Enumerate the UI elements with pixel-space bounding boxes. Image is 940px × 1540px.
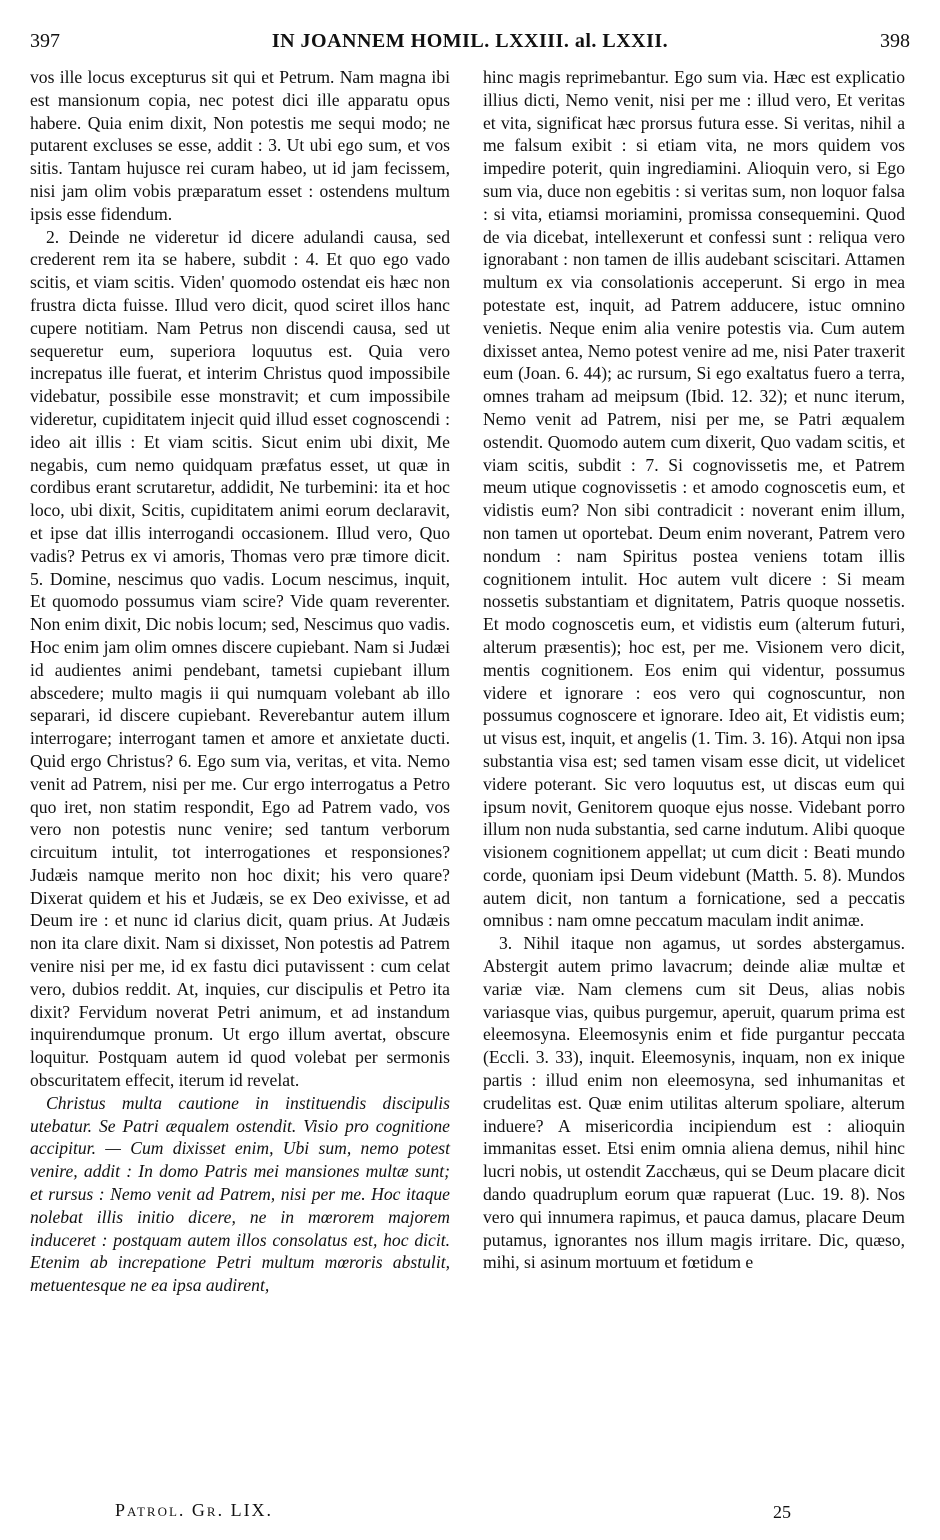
summary-paragraph: Christus multa cautione in instituendis discipulis utebatur. Se Patri æqualem ostendit. Visio pro cognitione accipitur. — Cum dixisset enim, Ubi sum, nemo potest venire, addit : In domo Patris mei mansiones multæ sunt; et rursus : Nemo venit ad Patrem, nisi per me. Hoc itaque nolebat illis initio dicere, ne in mœrorem majorem induceret : postquam autem illos consolatus est, hoc dicit. Etenim ab increpatione Petri multum mœroris abstulit, metuentesque ne ea ipsa audirent,	[30, 1092, 450, 1296]
right-column	[483, 66, 905, 1274]
paragraph: hinc magis reprimebantur. Ego sum via. Hæc est explicatio illius dicti, Nemo venit, nisi per me : illud vero, Et veritas et vita, significat hæc prorsus futura esse. Si veritas, nihil a me falsum exibit : si etiam vita, ne mors quidem vos impedire poterit, quin ingrediamini. Alioquin vero, si Ego sum via, duce non egebitis : si veritas sum, non loquor falsa : si vita, etiamsi moriamini, promissa consequemini. Quod de via dicebat, intellexerunt et confessi sunt : reliqua vero ignorabant : non tamen de illis audebant sciscitari. Attamen multum ex via consolationis acceperunt. Si ergo in mea potestate est, inquit, ad Patrem adducere, istuc omnino venietis. Neque enim alia venire potestis via. Cum autem dixisset antea, Nemo potest venire ad me, nisi Pater traxerit eum (Joan. 6. 44); ac rursum, Si ego exaltatus fuero a terra, omnes traham ad meipsum (Ibid. 12. 32); et nunc iterum, Nemo venit ad Patrem, nisi per me, se Patri æqualem ostendit. Quomodo autem cum dixerit, Quo vadam scitis, et viam scitis, subdit : 7. Si cognovissetis me, et Patrem meum utique cognovissetis : et amodo cognoscetis eum, et vidistis eum? Non sibi contradicit : noverant enim illum, non tamen ut oportebat. Deum enim noverant, Patrem vero nondum : nam Spiritus postea veniens totam illis cognitionem intulit. Hoc autem vult dicere : Si meam nossetis substantiam et dignitatem, Patris quoque nossetis. Et modo cognoscetis eum, et vidistis eum (alterum futuri, alterum præsentis); hoc est, per me. Visionem vero dicit, mentis cognitionem. Eos enim qui videntur, possumus videre et ignorare : eos vero qui cognoscuntur, non possumus cognoscere et ignorare. Ideo ait, Et vidistis eum; ut visus est, inquit, et angelis (1. Tim. 3. 16). Atqui non ipsa substantia visa est; sed tamen visam esse dicit, ut videlicet videre poterant. Sic vero loquutus est, ut discas eum qui ipsum novit, Genitorem quoque ejus nosse. Videbant porro illum non nuda substantia, sed carne indutum. Alibi quoque visionem cognitionem appellat; ut cum dicit : Beati mundo corde, quoniam ipsi Deum videbunt (Matth. 5. 8). Mundos autem dicit, non tantum a fornicatione, sed a peccatis omnibus : nam omne peccatum maculam indit animæ.	[483, 67, 905, 931]
page-number-left: 397	[30, 30, 60, 52]
paragraph: vos ille locus excepturus sit qui et Petrum. Nam magna ibi est mansionum copia, nec potest dici ille apparatu opus habere. Quia enim dixit, Non potestis me sequi modo; ne putarent excluses se esse, addit : 3. Ut ubi ego sum, et vos sitis. Tantam hujusce rei curam habeo, ut id jam fecissem, nisi jam olim vobis præparatum esset : ostendens multum ipsis esse fidendum.	[30, 67, 450, 224]
paragraph: 2. Deinde ne videretur id dicere adulandi causa, sed crederent rem ita se habere, subdit : 4. Et quo ego vado scitis, et viam scitis. Viden' quomodo ostendat eis hæc non frustra dicta fuisse. Illud vero dicit, quod sciret illos hanc cupere notitiam. Nam Petrus non discendi causa, sed ut sequeretur eum, superiora loquutus est. Quia vero increpatus ille fuerat, et interim Christus quod impossibile videbatur, possibile esse monstravit; et cum impossibile videretur, cupiditatem injecit quid illud esset cognoscendi : ideo ait illis : Et viam scitis. Sicut enim ubi dixit, Me negabis, cum nemo quidquam præfatus esset, ut quæ in cordibus erant scrutaretur, addidit, Ne turbemini: ita et hoc loco, ubi dixit, Scitis, cupiditatem animi eorum declaravit, et ipse dat illis interrogandi occasionem. Illud vero, Quo vadis? Petrus ex vi amoris, Thomas vero præ timore dicit. 5. Domine, nescimus quo vadis. Locum nescimus, inquit, Et quomodo possumus viam scire? Vide quam reverenter. Non enim dixit, Dic nobis locum; sed, Nescimus quo vadis. Hoc enim jam olim omnes discere cupiebant. Nam si Judæi id audientes animi pendebant, tametsi cupiebant illum abscedere; multo magis ii qui numquam volebant ab illo separari, id discere cupiebant. Reverebantur autem illum interrogare; interrogant tamen et amore et anxietate ducti. Quid ergo Christus? 6. Ego sum via, veritas, et vita. Nemo venit ad Patrem, nisi per me. Cur ergo interrogatus a Petro quo iret, non statim respondit, Ego ad Patrem vado, vos vero non potestis nunc venire; sed tantum verborum circuitum intulit, tot interrogationes et responsiones? Judæis namque merito non hoc dixit; his vero quare? Dixerat quidem et his et Judæis, se ex Deo exivisse, et ad Deum ire : et nunc id clarius dicit, quam prius. At Judæis non ita clare dixit. Nam si dixisset, Non potestis ad Patrem venire nisi per me, id ex fastu dici putavissent : cum celat vero, dubios reddit. At, inquies, cur discipulis et Petro ita dixit? Fervidum noverat Petri animum, et ad instandum inquirendumque pronum. Ut ergo illum avertat, obscure loquitur. Postquam autem id quod volebat per sermonis obscuritatem effecit, iterum id revelat.	[30, 226, 450, 1091]
page-number-right: 398	[880, 30, 910, 52]
page-header	[30, 30, 910, 60]
series-footer: Patrol. Gr. LIX.	[115, 1500, 274, 1520]
running-title: IN JOANNEM HOMIL. LXXIII. al. LXXII.	[271, 30, 669, 52]
paragraph: 3. Nihil itaque non agamus, ut sordes abstergamus. Abstergit autem primo lavacrum; deinde aliæ multæ et variæ viæ. Nam clemens cum sit Deus, alias nobis variasque vias, quibus purgemur, aperuit, quarum prima est eleemosyna. Eleemosynis enim et fide purgantur peccata (Eccli. 3. 33), inquit. Eleemosynis, inquam, non ex inique partis : illud enim non eleemosyna, sed inhumanitas et crudelitas est. Quæ enim utilitas alterum spoliare, alterum induere? A misericordia incipiendum est : alioquin immanitas esset. Etsi enim omnia aliena demus, nihil hinc lucri nobis, ut ostendit Zacchæus, qui se Deum placare dicit dando quadruplum eorum quæ rapuerat (Luc. 19. 8). Nos vero qui innumera rapimus, et pauca damus, placare Deum putamus, ignorantes nos illum magis irritare. Dic, quæso, mihi, si asinum mortuum et fœtidum e	[483, 933, 905, 1273]
signature-number: 25	[773, 1502, 791, 1522]
left-column	[30, 66, 450, 1297]
